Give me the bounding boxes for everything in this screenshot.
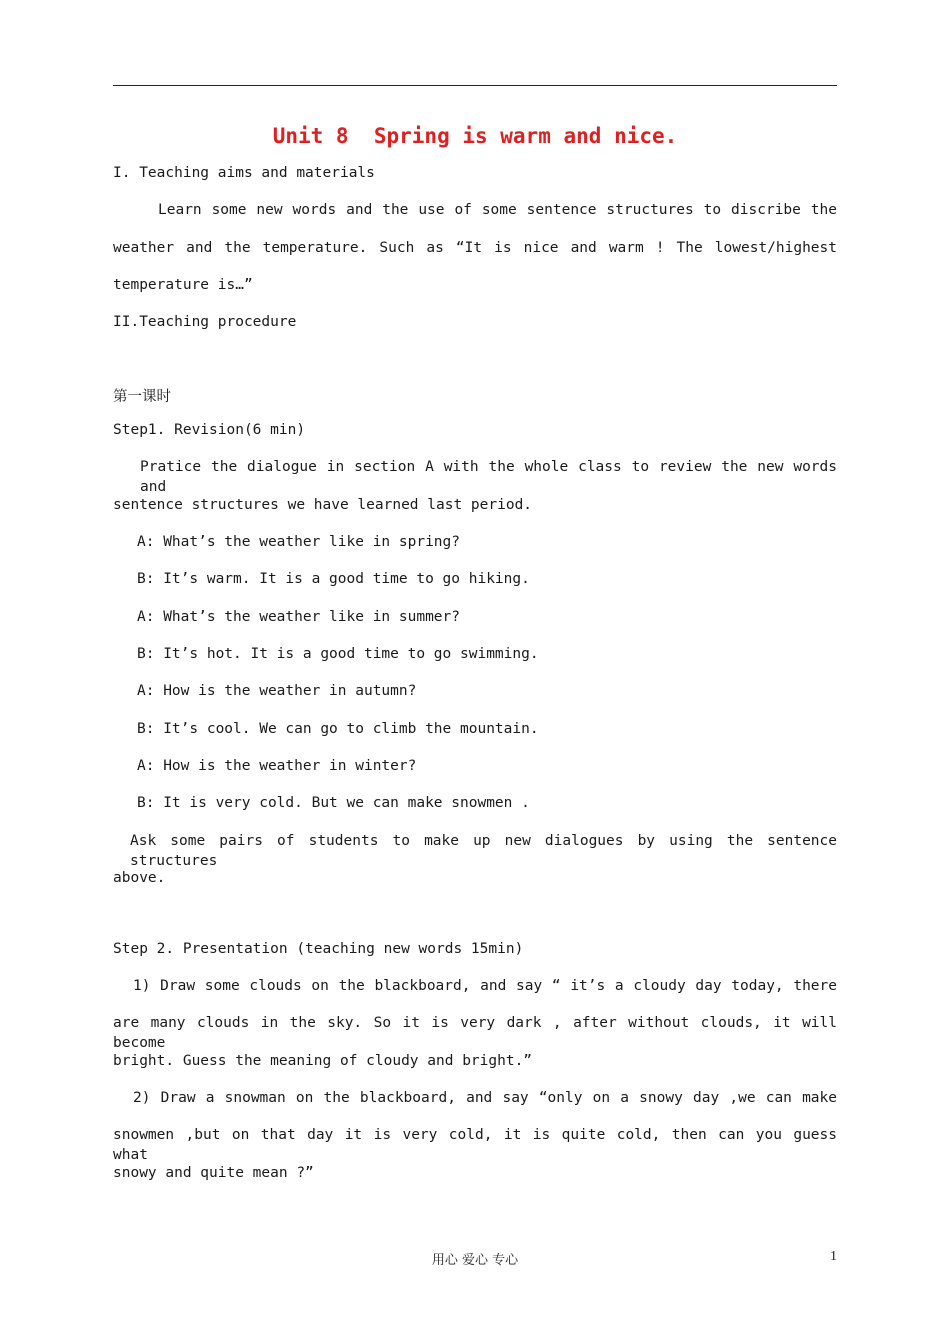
step2-item1-line: bright. Guess the meaning of cloudy and bright.”: [113, 1053, 533, 1069]
step1-outro-line: Ask some pairs of students to make up new dialogues by using the sentence structures: [130, 833, 837, 869]
step2-item1-line: are many clouds in the sky. So it is very dark , after without clouds, it will become: [113, 1015, 837, 1051]
step1-intro-line: sentence structures we have learned last period.: [113, 497, 533, 513]
dialogue-line: A: How is the weather in autumn?: [137, 683, 417, 699]
section-heading-procedure: II.Teaching procedure: [113, 314, 297, 330]
dialogue-line: B: It’s cool. We can go to climb the mountain.: [137, 721, 539, 737]
dialogue-line: A: What’s the weather like in summer?: [137, 609, 461, 625]
dialogue-line: A: How is the weather in winter?: [137, 758, 417, 774]
step1-intro-line: Pratice the dialogue in section A with the whole class to review the new words and: [140, 459, 837, 495]
step1-heading: Step1. Revision(6 min): [113, 422, 306, 438]
step1-outro-line: above.: [113, 870, 166, 886]
lesson-label: 第一课时: [113, 389, 171, 405]
section-heading-aims: I. Teaching aims and materials: [113, 165, 375, 181]
step2-heading: Step 2. Presentation (teaching new words 15min): [113, 941, 524, 957]
dialogue-line: B: It’s warm. It is a good time to go hiking.: [137, 571, 530, 587]
header-rule: [113, 85, 837, 86]
footer-motto: 用心 爱心 专心: [431, 1253, 519, 1268]
page-number: 1: [830, 1249, 837, 1264]
step2-item2-line: snowmen ,but on that day it is very cold, it is quite cold, then can you guess what: [113, 1127, 837, 1163]
aims-paragraph-line: temperature is…”: [113, 277, 253, 293]
step2-item2-line: snowy and quite mean ?”: [113, 1165, 314, 1181]
dialogue-line: A: What’s the weather like in spring?: [137, 534, 461, 550]
step2-item1-line: 1) Draw some clouds on the blackboard, and say “ it’s a cloudy day today, there: [133, 978, 837, 994]
step2-item2-line: 2) Draw a snowman on the blackboard, and say “only on a snowy day ,we can make: [133, 1090, 837, 1106]
page-title: Unit 8 Spring is warm and nice.: [272, 124, 678, 148]
aims-paragraph-line: Learn some new words and the use of some sentence structures to discribe the: [158, 202, 837, 218]
aims-paragraph-line: weather and the temperature. Such as “It is nice and warm ! The lowest/highest: [113, 240, 837, 256]
dialogue-line: B: It’s hot. It is a good time to go swimming.: [137, 646, 539, 662]
dialogue-line: B: It is very cold. But we can make snowmen .: [137, 795, 530, 811]
